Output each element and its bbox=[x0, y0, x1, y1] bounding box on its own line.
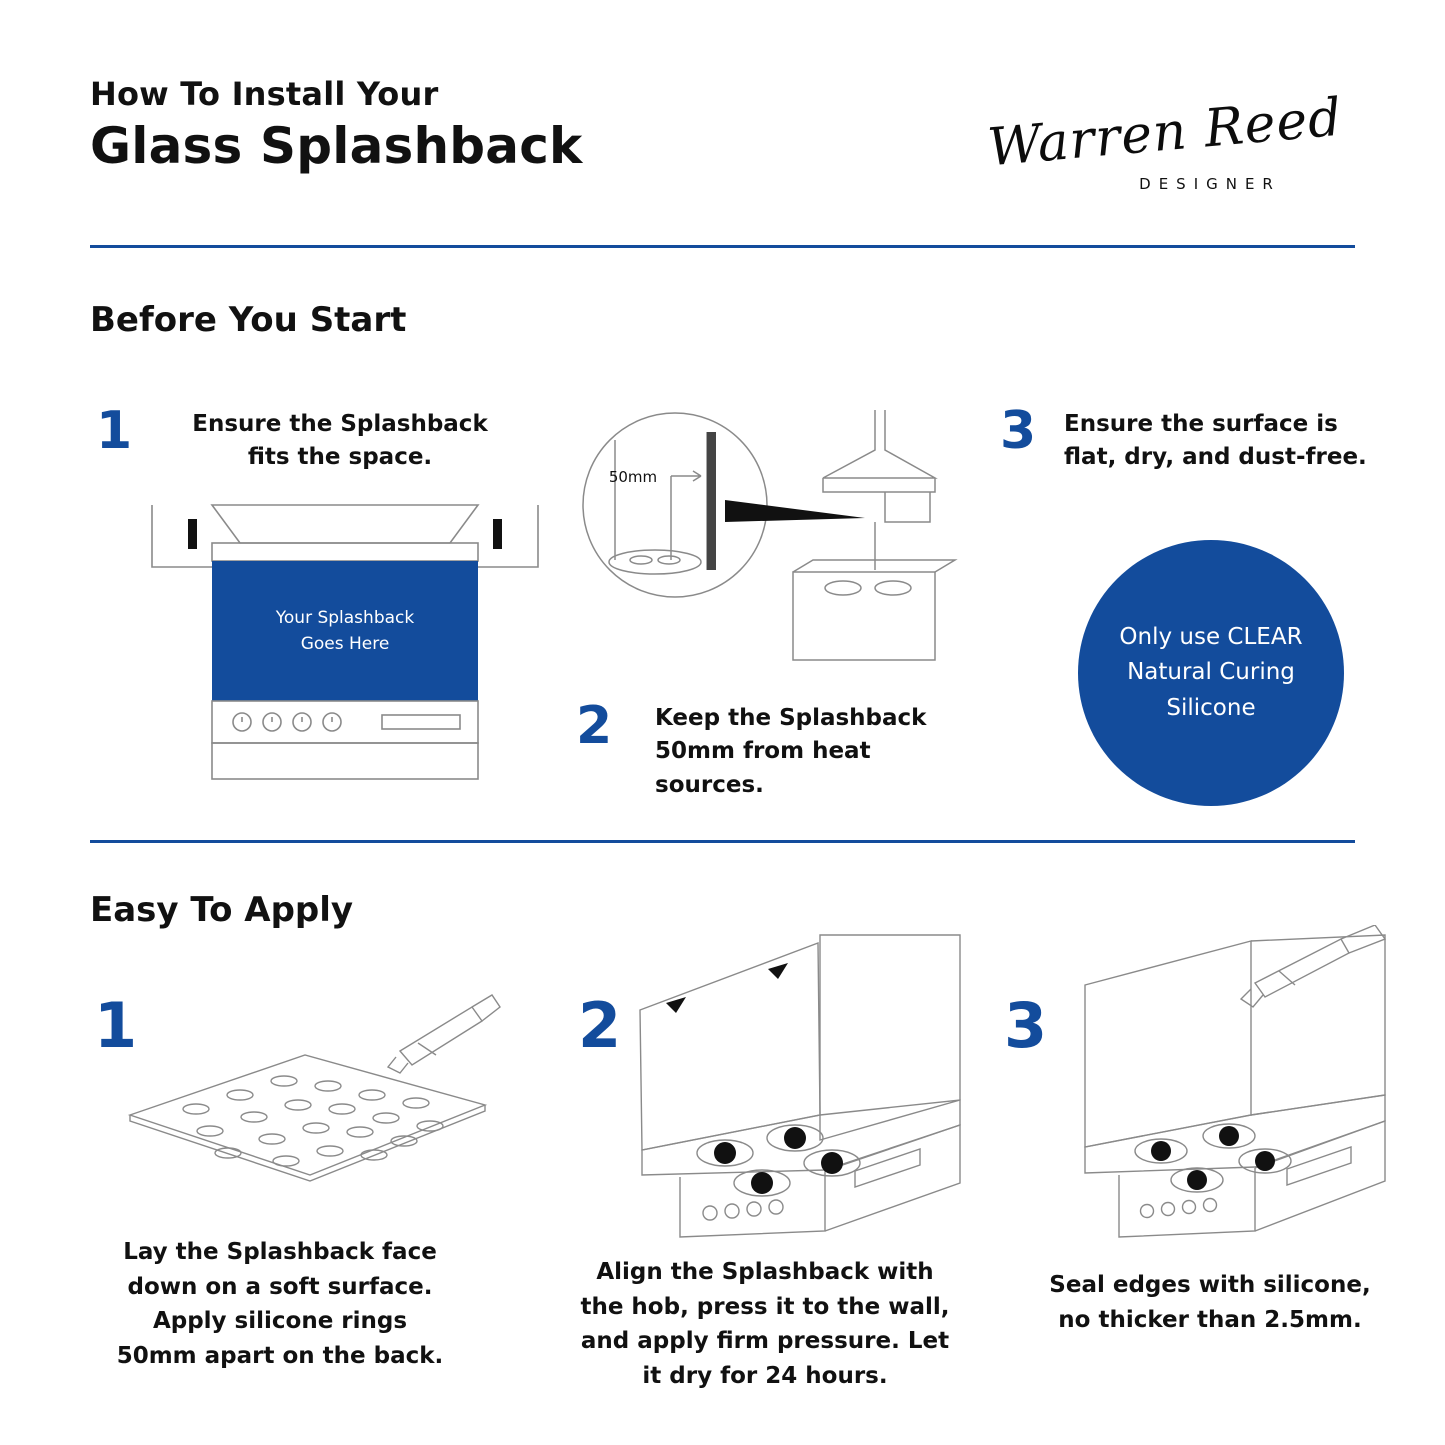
callout-line2: Natural Curing bbox=[1127, 659, 1295, 686]
caption-apply-1-line2: down on a soft surface. bbox=[127, 1273, 433, 1300]
step-number-before-3: 3 bbox=[1000, 401, 1037, 461]
step-number-apply-1: 1 bbox=[94, 989, 138, 1062]
caption-apply-2 bbox=[545, 1255, 985, 1393]
page-subtitle: How To Install Your bbox=[90, 75, 439, 113]
caption-apply-3-line1: Seal edges with silicone, bbox=[1049, 1272, 1371, 1298]
step-text-before-3-line2: flat, dry, and dust-free. bbox=[1064, 444, 1367, 471]
step-text-before-2-line3: sources. bbox=[655, 771, 764, 798]
caption-apply-1-line3: Apply silicone rings bbox=[152, 1308, 408, 1334]
header bbox=[90, 75, 1355, 235]
silicone-callout-badge bbox=[1078, 540, 1344, 806]
divider-middle bbox=[90, 840, 1355, 843]
caption-apply-2-line3: and apply firm pressure. Let bbox=[580, 1328, 950, 1354]
step-number-apply-3: 3 bbox=[1004, 989, 1048, 1062]
step-text-before-1-line2: fits the space. bbox=[247, 444, 433, 471]
step-text-before-2-line2: 50mm from heat bbox=[655, 738, 871, 765]
step-text-before-3-line1: Ensure the surface is bbox=[1064, 411, 1338, 437]
splashback-placeholder-line2: Goes Here bbox=[300, 634, 390, 654]
figure-heat-clearance bbox=[575, 410, 975, 700]
caption-apply-1-line4: 50mm apart on the back. bbox=[116, 1342, 444, 1369]
step-text-before-3 bbox=[1064, 408, 1404, 475]
caption-apply-2-line2: the hob, press it to the wall, bbox=[580, 1293, 950, 1320]
step-text-before-2 bbox=[655, 702, 995, 802]
caption-apply-2-line1: Align the Splashback with bbox=[596, 1259, 934, 1285]
page-title: Glass Splashback bbox=[90, 117, 583, 175]
step-number-apply-2: 2 bbox=[578, 989, 622, 1062]
caption-apply-1 bbox=[80, 1235, 480, 1373]
section-heading-easy-to-apply: Easy To Apply bbox=[90, 890, 354, 930]
step-text-before-2-line1: Keep the Splashback bbox=[655, 705, 927, 731]
step-number-before-1: 1 bbox=[96, 401, 133, 461]
caption-apply-2-line4: it dry for 24 hours. bbox=[642, 1362, 888, 1389]
logo-subtitle: DESIGNER bbox=[1139, 175, 1281, 193]
figure-silicone-rings bbox=[100, 985, 520, 1215]
caption-apply-3 bbox=[1000, 1268, 1420, 1337]
step-text-before-1-line1: Ensure the Splashback bbox=[192, 411, 488, 437]
logo-script-text: Warren Reed bbox=[985, 87, 1345, 179]
splashback-placeholder-line1: Your Splashback bbox=[275, 608, 415, 628]
dimension-label: 50mm bbox=[608, 468, 658, 486]
brand-logo bbox=[975, 85, 1355, 235]
callout-line1: Only use CLEAR bbox=[1119, 623, 1303, 650]
figure-align-splashback bbox=[620, 925, 990, 1245]
step-text-before-1 bbox=[160, 408, 520, 475]
section-heading-before-you-start: Before You Start bbox=[90, 300, 407, 340]
figure-oven-splashback bbox=[150, 495, 540, 785]
callout-line3: Silicone bbox=[1166, 694, 1256, 721]
figure-seal-edges bbox=[1055, 925, 1405, 1245]
caption-apply-3-line2: no thicker than 2.5mm. bbox=[1058, 1306, 1362, 1333]
caption-apply-1-line1: Lay the Splashback face bbox=[123, 1239, 437, 1265]
divider-top bbox=[90, 245, 1355, 248]
step-number-before-2: 2 bbox=[576, 696, 613, 756]
